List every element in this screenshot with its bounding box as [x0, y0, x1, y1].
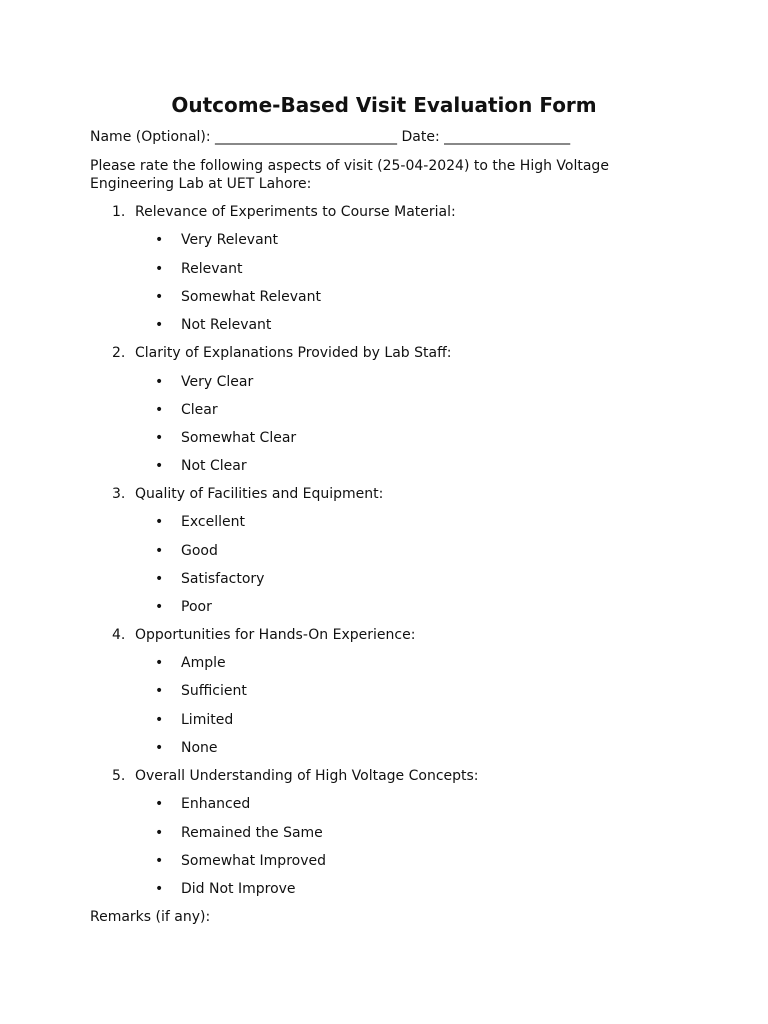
option-label: Poor: [181, 599, 212, 615]
option-label: Very Relevant: [181, 232, 279, 248]
option-label: Not Clear: [181, 458, 247, 474]
option-label: Limited: [181, 712, 234, 728]
question-text: Relevance of Experiments to Course Material:: [135, 204, 456, 220]
bullet-icon: •: [155, 458, 164, 474]
question-number: 5.: [112, 768, 126, 784]
remarks-label: Remarks (if any):: [90, 909, 211, 925]
bullet-icon: •: [155, 514, 164, 530]
option-label: Clear: [181, 402, 218, 418]
option-label: Somewhat Clear: [181, 430, 297, 446]
bullet-icon: •: [155, 683, 164, 699]
bullet-icon: •: [155, 853, 164, 869]
option-item: [155, 852, 326, 870]
option-label: None: [181, 740, 218, 756]
option-label: Somewhat Improved: [181, 853, 326, 869]
option-label: Sufficient: [181, 683, 247, 699]
option-item: [155, 260, 242, 278]
option-item: [155, 598, 212, 616]
question-3: [112, 485, 383, 503]
bullet-icon: •: [155, 825, 164, 841]
option-item: [155, 880, 296, 898]
bullet-icon: •: [155, 655, 164, 671]
option-item: [155, 739, 218, 757]
option-label: Very Clear: [181, 374, 254, 390]
option-label: Good: [181, 543, 218, 559]
question-text: Overall Understanding of High Voltage Concepts:: [135, 768, 479, 784]
question-number: 1.: [112, 204, 126, 220]
option-label: Somewhat Relevant: [181, 289, 321, 305]
option-item: [155, 711, 233, 729]
intro-text: Please rate the following aspects of visit (25-04-2024) to the High Voltage Engineering Lab at UET Lahore:: [90, 158, 609, 192]
question-5: [112, 767, 479, 785]
option-label: Satisfactory: [181, 571, 265, 587]
bullet-icon: •: [155, 571, 164, 587]
question-text: Clarity of Explanations Provided by Lab Staff:: [135, 345, 452, 361]
option-label: Not Relevant: [181, 317, 272, 333]
bullet-icon: •: [155, 881, 164, 897]
bullet-icon: •: [155, 232, 164, 248]
question-text: Opportunities for Hands-On Experience:: [135, 627, 416, 643]
option-item: [155, 288, 321, 306]
question-number: 3.: [112, 486, 126, 502]
option-item: [155, 231, 278, 249]
bullet-icon: •: [155, 261, 164, 277]
bullet-icon: •: [155, 740, 164, 756]
option-label: Did Not Improve: [181, 881, 296, 897]
bullet-icon: •: [155, 317, 164, 333]
option-item: [155, 513, 245, 531]
option-label: Enhanced: [181, 796, 251, 812]
bullet-icon: •: [155, 430, 164, 446]
option-item: [155, 795, 250, 813]
question-number: 2.: [112, 345, 126, 361]
form-title: Outcome-Based Visit Evaluation Form: [171, 93, 597, 117]
question-1: [112, 203, 456, 221]
bullet-icon: •: [155, 289, 164, 305]
option-item: [155, 570, 264, 588]
option-item: [155, 316, 271, 334]
option-item: [155, 373, 253, 391]
option-item: [155, 682, 247, 700]
question-2: [112, 344, 451, 362]
option-item: [155, 824, 323, 842]
bullet-icon: •: [155, 712, 164, 728]
bullet-icon: •: [155, 796, 164, 812]
option-item: [155, 457, 247, 475]
bullet-icon: •: [155, 543, 164, 559]
question-4: [112, 626, 415, 644]
option-label: Ample: [181, 655, 226, 671]
bullet-icon: •: [155, 374, 164, 390]
option-label: Excellent: [181, 514, 245, 530]
name-date-line: Name (Optional): __________________________ Date: __________________: [90, 129, 571, 145]
option-item: [155, 429, 296, 447]
option-item: [155, 542, 218, 560]
option-label: Remained the Same: [181, 825, 323, 841]
question-text: Quality of Facilities and Equipment:: [135, 486, 384, 502]
option-label: Relevant: [181, 261, 243, 277]
bullet-icon: •: [155, 402, 164, 418]
option-item: [155, 401, 218, 419]
bullet-icon: •: [155, 599, 164, 615]
question-number: 4.: [112, 627, 126, 643]
option-item: [155, 654, 226, 672]
